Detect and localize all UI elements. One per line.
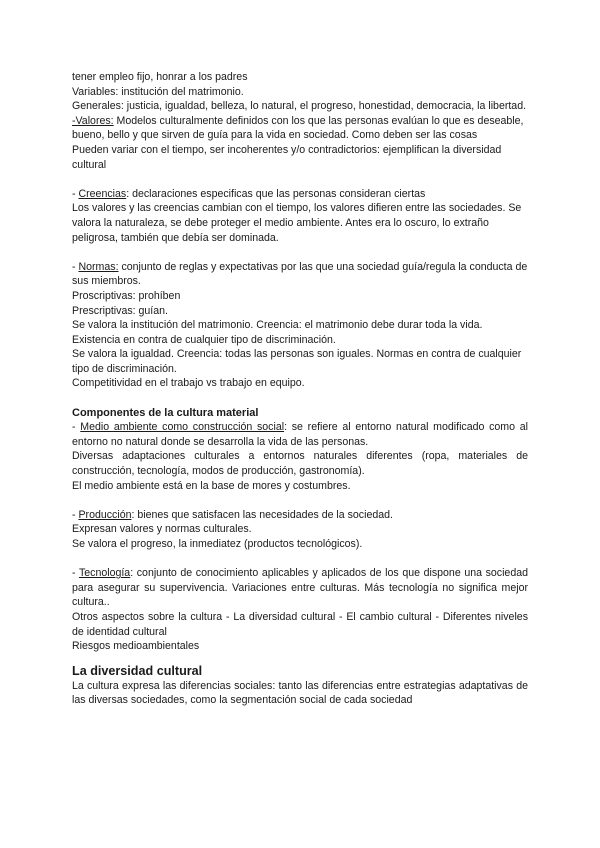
paragraph: Diversas adaptaciones culturales a entornos naturales diferentes (ropa, materiales de construcción, tecnología, modos de producción, gastronomía). xyxy=(72,450,528,478)
paragraph: Pueden variar con el tiempo, ser incoherentes y/o contradictorios: ejemplifican la diversidad cultural xyxy=(72,143,502,171)
paragraph: Prescriptivas: guían. xyxy=(72,304,168,317)
paragraph: Los valores y las creencias cambian con el tiempo, los valores difieren entre las sociedades. Se valora la naturaleza, se debe proteger el medio ambiente. Antes era lo oscuro, lo extraño peligrosa, también que debía ser dominada. xyxy=(72,202,522,244)
paragraph: La cultura expresa las diferencias sociales: tanto las diferencias entre estrategias adaptativas de las diversas sociedades, como la segmentación social de cada sociedad xyxy=(72,679,528,707)
paragraph: Variables: institución del matrimonio. xyxy=(72,85,244,98)
paragraph-valores xyxy=(72,114,528,143)
paragraph: Riesgos medioambientales xyxy=(72,640,200,653)
term-produccion: Producción xyxy=(78,508,132,521)
definition-text: : conjunto de conocimiento aplicables y aplicados de los que dispone una sociedad para asegurar su supervivencia. Variaciones entre culturas. Más tecnología no significa mejor cultura.. xyxy=(72,567,529,609)
paragraph: Competitividad en el trabajo vs trabajo en equipo. xyxy=(72,377,305,390)
term-medio-ambiente: Medio ambiente como construcción social xyxy=(80,421,285,434)
paragraph: Se valora el progreso, la inmediatez (productos tecnológicos). xyxy=(72,538,363,550)
term-tecnologia: Tecnología xyxy=(78,567,131,580)
paragraph-produccion: - Producción: bienes que satisfacen las necesidades de la sociedad. xyxy=(72,508,393,521)
definition-text: conjunto de reglas y expectativas por las que una sociedad guía/regula la conducta de sus miembros. xyxy=(72,260,528,288)
spacer xyxy=(72,391,528,406)
spacer xyxy=(72,493,528,508)
paragraph-medio-ambiente: - Medio ambiente como construcción social: se refiere al entorno natural modificado como al entorno no natural donde se desarrolla la vida de las personas. xyxy=(72,421,529,448)
paragraph: tener empleo fijo, honrar a los padres xyxy=(72,71,248,83)
section-heading-diversidad: La diversidad cultural xyxy=(72,663,203,678)
definition-text: Modelos culturalmente definidos con los que las personas evalúan lo que es deseable, bueno, bello y que sirven de guía para la vida en sociedad. Como deben ser las cosas xyxy=(72,114,524,142)
spacer xyxy=(72,552,528,567)
paragraph-creencias: - Creencias: declaraciones especificas que las personas consideran ciertas xyxy=(72,187,426,200)
paragraph: Se valora la igualdad. Creencia: todas las personas son iguales. Normas en contra de cualquier tipo de discriminación. xyxy=(72,348,522,375)
spacer xyxy=(72,245,528,260)
definition-text: : declaraciones especificas que las personas consideran ciertas xyxy=(126,187,426,200)
paragraph: Expresan valores y normas culturales. xyxy=(72,523,252,536)
term-creencias: Creencias xyxy=(78,187,127,200)
section-heading-material: Componentes de la cultura material xyxy=(72,406,259,419)
paragraph: Generales: justicia, igualdad, belleza, lo natural, el progreso, honestidad, democracia, la libertad. xyxy=(72,100,527,113)
paragraph: Otros aspectos sobre la cultura - La diversidad cultural - El cambio cultural - Diferentes niveles de identidad cultural xyxy=(72,610,528,638)
spacer xyxy=(72,654,528,663)
paragraph-normas: - Normas: conjunto de reglas y expectativas por las que una sociedad guía/regula la conducta de sus miembros. xyxy=(72,260,528,288)
document-body xyxy=(72,70,528,708)
term-normas: Normas: xyxy=(78,260,119,273)
definition-text: : bienes que satisfacen las necesidades de la sociedad. xyxy=(131,508,393,521)
definition-text: : se refiere al entorno natural modificado como al entorno no natural donde se desarrolla la vida de las personas. xyxy=(72,421,529,448)
paragraph: Proscriptivas: prohíben xyxy=(72,289,181,302)
term-valores: -Valores: xyxy=(72,114,114,127)
paragraph-tecnologia: - Tecnología: conjunto de conocimiento aplicables y aplicados de los que dispone una sociedad para asegurar su supervivencia. Variaciones entre culturas. Más tecnología no significa mejor cultura.. xyxy=(72,567,529,609)
spacer xyxy=(72,172,528,187)
paragraph: Se valora la institución del matrimonio. Creencia: el matrimonio debe durar toda la vida. Existencia en contra de cualquier tipo de discriminación. xyxy=(72,319,483,346)
paragraph: El medio ambiente está en la base de mores y costumbres. xyxy=(72,479,351,492)
